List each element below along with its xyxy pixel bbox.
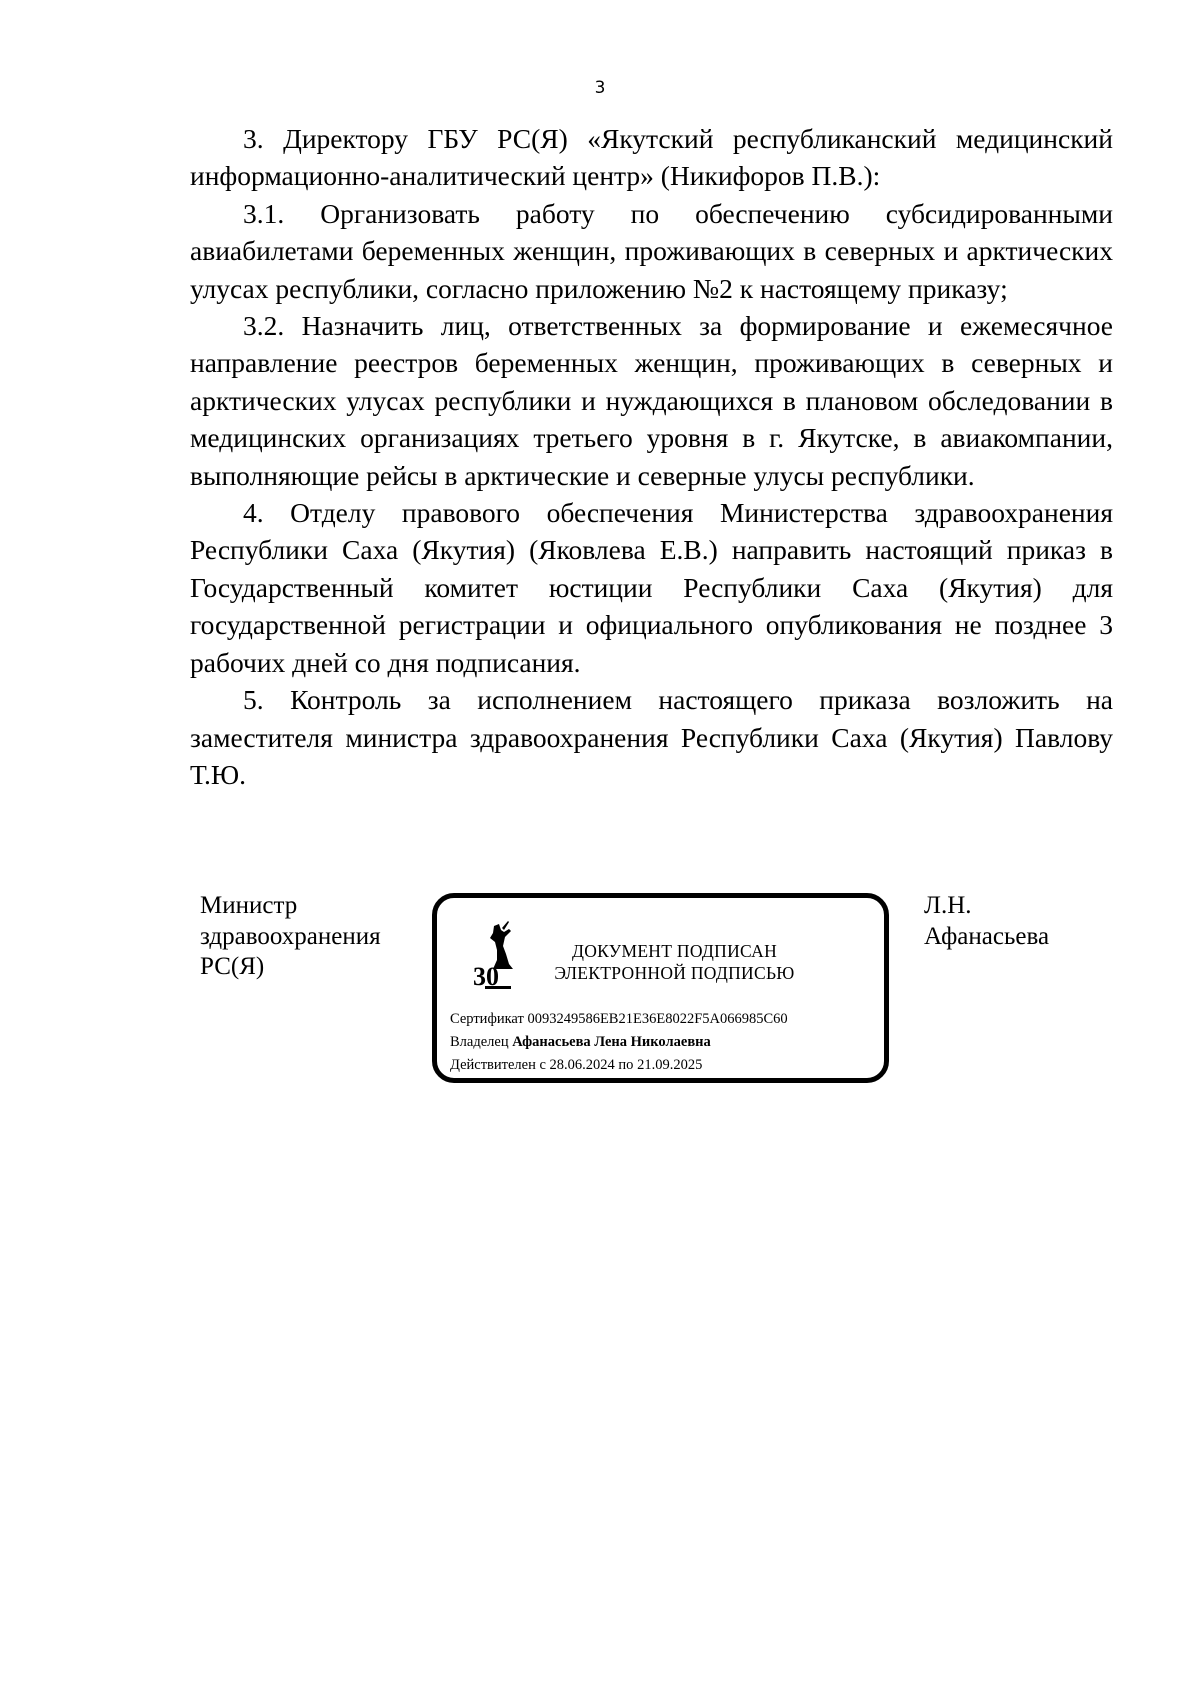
electronic-signature-stamp <box>432 893 889 1083</box>
signer-position: Министр здравоохранения РС(Я) <box>200 892 381 980</box>
paragraph-4: 4. Отделу правового обеспечения Министерства здравоохранения Республики Саха (Якутия) (Яковлева Е.В.) направить настоящий приказ в Государственный комитет юстиции Республики Саха (Якутия) для государственной регистрации и официального опубликования не позднее 3 рабочих дней со дня подписания. <box>190 497 1113 678</box>
validity-row <box>450 1054 880 1077</box>
validity-from-date: 28.06.2024 <box>549 1057 615 1073</box>
paragraph-3: 3. Директору ГБУ РС(Я) «Якутский республиканский медицинский информационно-аналитический центр» (Никифоров П.В.): <box>190 123 1113 192</box>
validity-to-date: 21.09.2025 <box>637 1057 703 1073</box>
validity-label: Действителен <box>450 1057 536 1073</box>
paragraph-3-2: 3.2. Назначить лиц, ответственных за формирование и ежемесячное направление реестров беременных женщин, проживающих в северных и арктических улусах республики и нуждающихся в плановом обследовании в медицинских организациях третьего уровня в г. Якутске, в авиакомпании, выполняющие рейсы в арктические и северные улусы республики. <box>190 310 1113 491</box>
stamp-details <box>450 1008 880 1077</box>
validity-to-prefix: по <box>618 1057 634 1073</box>
certificate-label: Сертификат <box>450 1011 524 1027</box>
stamp-heading-line-2: ЭЛЕКТРОННОЙ ПОДПИСЬЮ <box>554 963 795 983</box>
paragraph-3-1: 3.1. Организовать работу по обеспечению субсидированными авиабилетами беременных женщин, проживающих в северных и арктических улусах республики, согласно приложению №2 к настоящему приказу; <box>190 197 1113 304</box>
emblem-number: 30 <box>473 962 499 991</box>
certificate-value: 0093249586EB21E36E8022F5A066985C60 <box>527 1011 788 1027</box>
owner-value: Афанасьева Лена Николаевна <box>512 1034 711 1050</box>
validity-from-prefix: с <box>539 1057 546 1073</box>
certificate-row <box>450 1008 880 1031</box>
signer-name: Л.Н. Афанасьева <box>924 892 1050 950</box>
stamp-heading <box>533 940 816 984</box>
stamp-heading-line-1: ДОКУМЕНТ ПОДПИСАН <box>571 941 778 961</box>
victory-monument-emblem-icon <box>473 920 521 995</box>
document-body <box>190 120 1113 793</box>
page-number: 3 <box>594 78 606 98</box>
owner-row <box>450 1031 880 1054</box>
owner-label: Владелец <box>450 1034 509 1050</box>
paragraph-5: 5. Контроль за исполнением настоящего приказа возложить на заместителя министра здравоохранения Республики Саха (Якутия) Павлову Т.Ю. <box>190 684 1113 790</box>
